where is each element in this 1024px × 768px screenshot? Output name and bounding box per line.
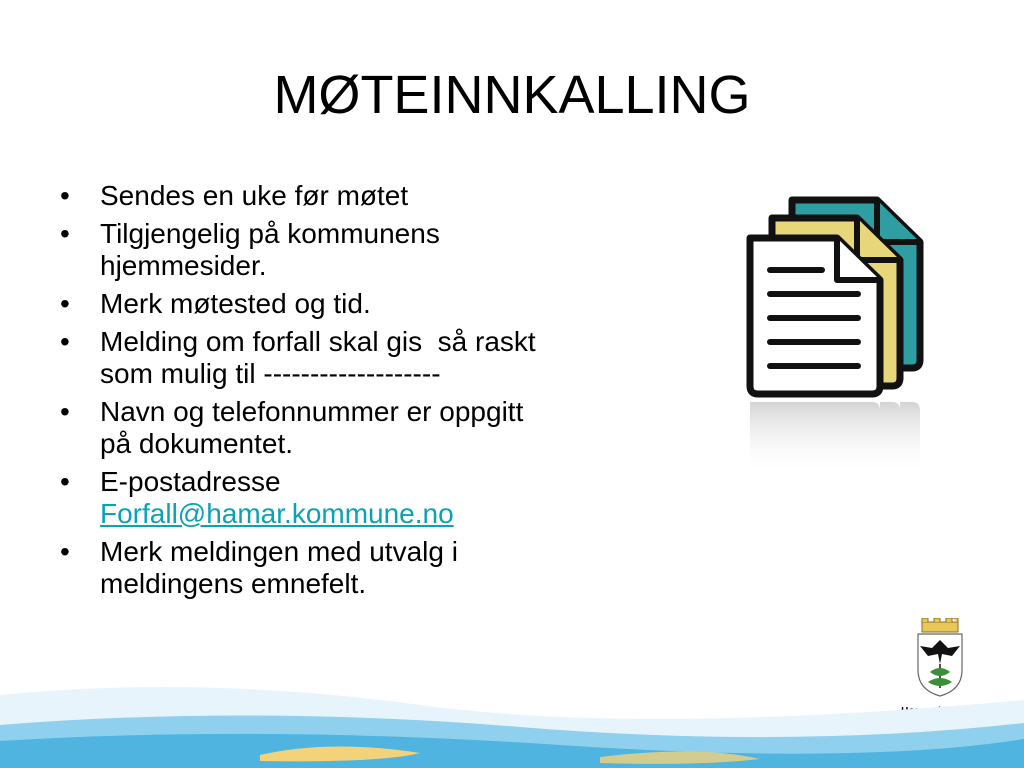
slide-title: MØTEINNKALLING xyxy=(273,65,751,125)
bullet-dot: • xyxy=(60,466,70,497)
list-item xyxy=(60,218,660,282)
bullet-text: Merk meldingen med utvalg i xyxy=(100,536,458,567)
bullet-dot: • xyxy=(60,288,70,319)
bullet-text: Navn og telefonnummer er oppgitt xyxy=(100,396,524,427)
bullet-text-continued: meldingens emnefelt. xyxy=(100,568,367,599)
bullet-text: Merk møtested og tid. xyxy=(100,288,371,319)
email-link[interactable]: Forfall@hamar.kommune.no xyxy=(100,498,454,529)
bullet-text: Sendes en uke før møtet xyxy=(100,180,409,211)
list-item xyxy=(60,288,660,320)
list-item xyxy=(60,536,660,600)
bullet-list xyxy=(60,180,660,606)
bullet-text-continued: hjemmesider. xyxy=(100,250,267,281)
bullet-dot: • xyxy=(60,218,70,249)
list-item xyxy=(60,326,660,390)
bullet-dot: • xyxy=(60,396,70,427)
bullet-text: Melding om forfall skal gis så raskt xyxy=(100,326,536,357)
bullet-dot: • xyxy=(60,536,70,567)
decorative-wave xyxy=(0,665,1024,768)
documents-icon xyxy=(742,190,932,480)
list-item xyxy=(60,396,660,460)
list-item xyxy=(60,466,660,530)
bullet-text-continued: som mulig til ------------------- xyxy=(100,358,441,389)
bullet-dot: • xyxy=(60,180,70,211)
bullet-text-continued: på dokumentet. xyxy=(100,428,294,459)
bullet-text: Tilgjengelig på kommunens xyxy=(100,218,440,249)
list-item xyxy=(60,180,660,212)
bullet-text: E-postadresse xyxy=(100,466,281,497)
bullet-dot: • xyxy=(60,326,70,357)
